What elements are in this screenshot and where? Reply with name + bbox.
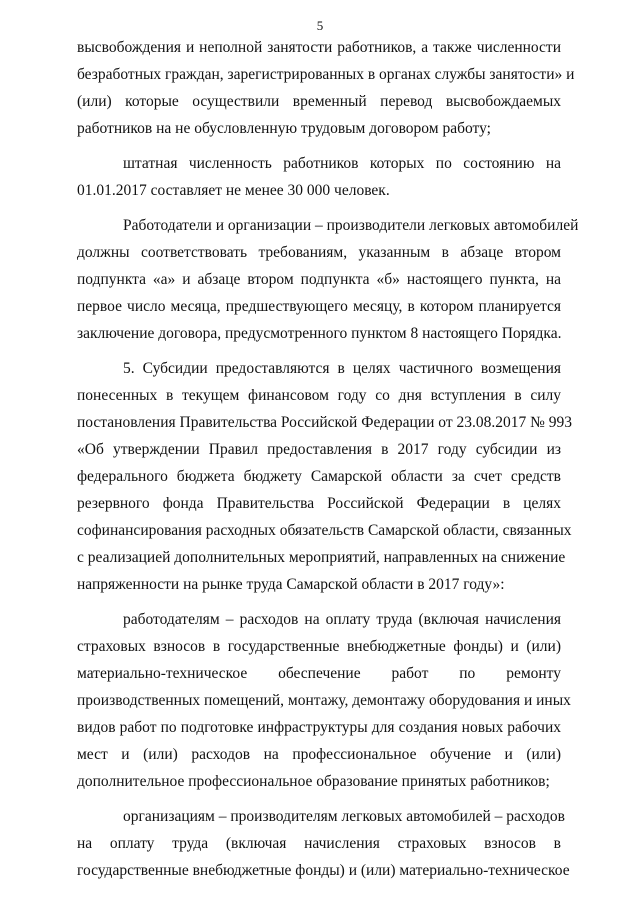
text-line: штатная численность работников которых по состоянию на — [123, 155, 561, 172]
text-line: 01.01.2017 составляет не менее 30 000 человек. — [77, 182, 390, 199]
text-line: заключение договора, предусмотренного пунктом 8 настоящего Порядка. — [77, 325, 562, 342]
text-line: дополнительное профессиональное образование принятых работников; — [77, 773, 550, 790]
text-line: понесенных в текущем финансовом году со дня вступления в силу — [77, 387, 561, 404]
text-line: первое число месяца, предшествующего месяцу, в котором планируется — [77, 298, 561, 315]
text-line: безработных граждан, зарегистрированных в органах службы занятости» и — [77, 66, 575, 83]
text-line: с реализацией дополнительных мероприятий, направленных на снижение — [77, 549, 566, 566]
paragraph-gap — [77, 598, 561, 606]
text-line: материально-техническое обеспечение работ по ремонту — [77, 665, 561, 682]
paragraph — [77, 150, 561, 204]
text-line: Работодатели и организации – производители легковых автомобилей — [123, 217, 579, 234]
text-line: должны соответствовать требованиям, указанным в абзаце втором — [77, 244, 561, 261]
paragraph — [77, 34, 575, 142]
paragraph — [77, 355, 573, 598]
text-line: (или) которые осуществили временный перевод высвобождаемых — [77, 93, 561, 110]
text-line: федерального бюджета бюджету Самарской области за счет средств — [77, 468, 561, 485]
text-line: высвобождения и неполной занятости работников, а также численности — [77, 39, 561, 56]
text-line: подпункта «а» и абзаце втором подпункта «б» настоящего пункта, на — [77, 271, 561, 288]
text-line: производственных помещений, монтажу, демонтажу оборудования и иных — [77, 692, 571, 709]
text-line: работодателям – расходов на оплату труда (включая начисления — [123, 611, 561, 628]
text-line: софинансирования расходных обязательств Самарской области, связанных — [77, 522, 572, 539]
text-line: 5. Субсидии предоставляются в целях частичного возмещения — [123, 360, 561, 377]
text-line: работников на не обусловленную трудовым договором работу; — [77, 120, 491, 137]
page-number: 5 — [316, 18, 324, 33]
paragraph-gap — [77, 347, 561, 355]
paragraph-gap — [77, 795, 561, 803]
text-line: резервного фонда Правительства Российской Федерации в целях — [77, 495, 561, 512]
paragraph-gap — [77, 142, 561, 150]
text-line: постановления Правительства Российской Федерации от 23.08.2017 № 993 — [77, 414, 573, 431]
paragraph — [77, 212, 579, 347]
text-line: страховых взносов в государственные внебюджетные фонды) и (или) — [77, 638, 561, 655]
text-line: мест и (или) расходов на профессиональное обучение и (или) — [77, 746, 561, 763]
document-body — [77, 34, 579, 884]
paragraph — [77, 606, 571, 795]
paragraph-gap — [77, 204, 561, 212]
text-line: на оплату труда (включая начисления страховых взносов в — [77, 835, 561, 852]
text-line: организациям – производителям легковых автомобилей – расходов — [123, 808, 565, 825]
text-line: государственные внебюджетные фонды) и (или) материально-техническое — [77, 862, 570, 879]
paragraph — [77, 803, 570, 884]
text-line: напряженности на рынке труда Самарской области в 2017 году»: — [77, 576, 505, 593]
text-line: видов работ по подготовке инфраструктуры для создания новых рабочих — [77, 719, 561, 736]
text-line: «Об утверждении Правил предоставления в 2017 году субсидии из — [77, 441, 561, 458]
